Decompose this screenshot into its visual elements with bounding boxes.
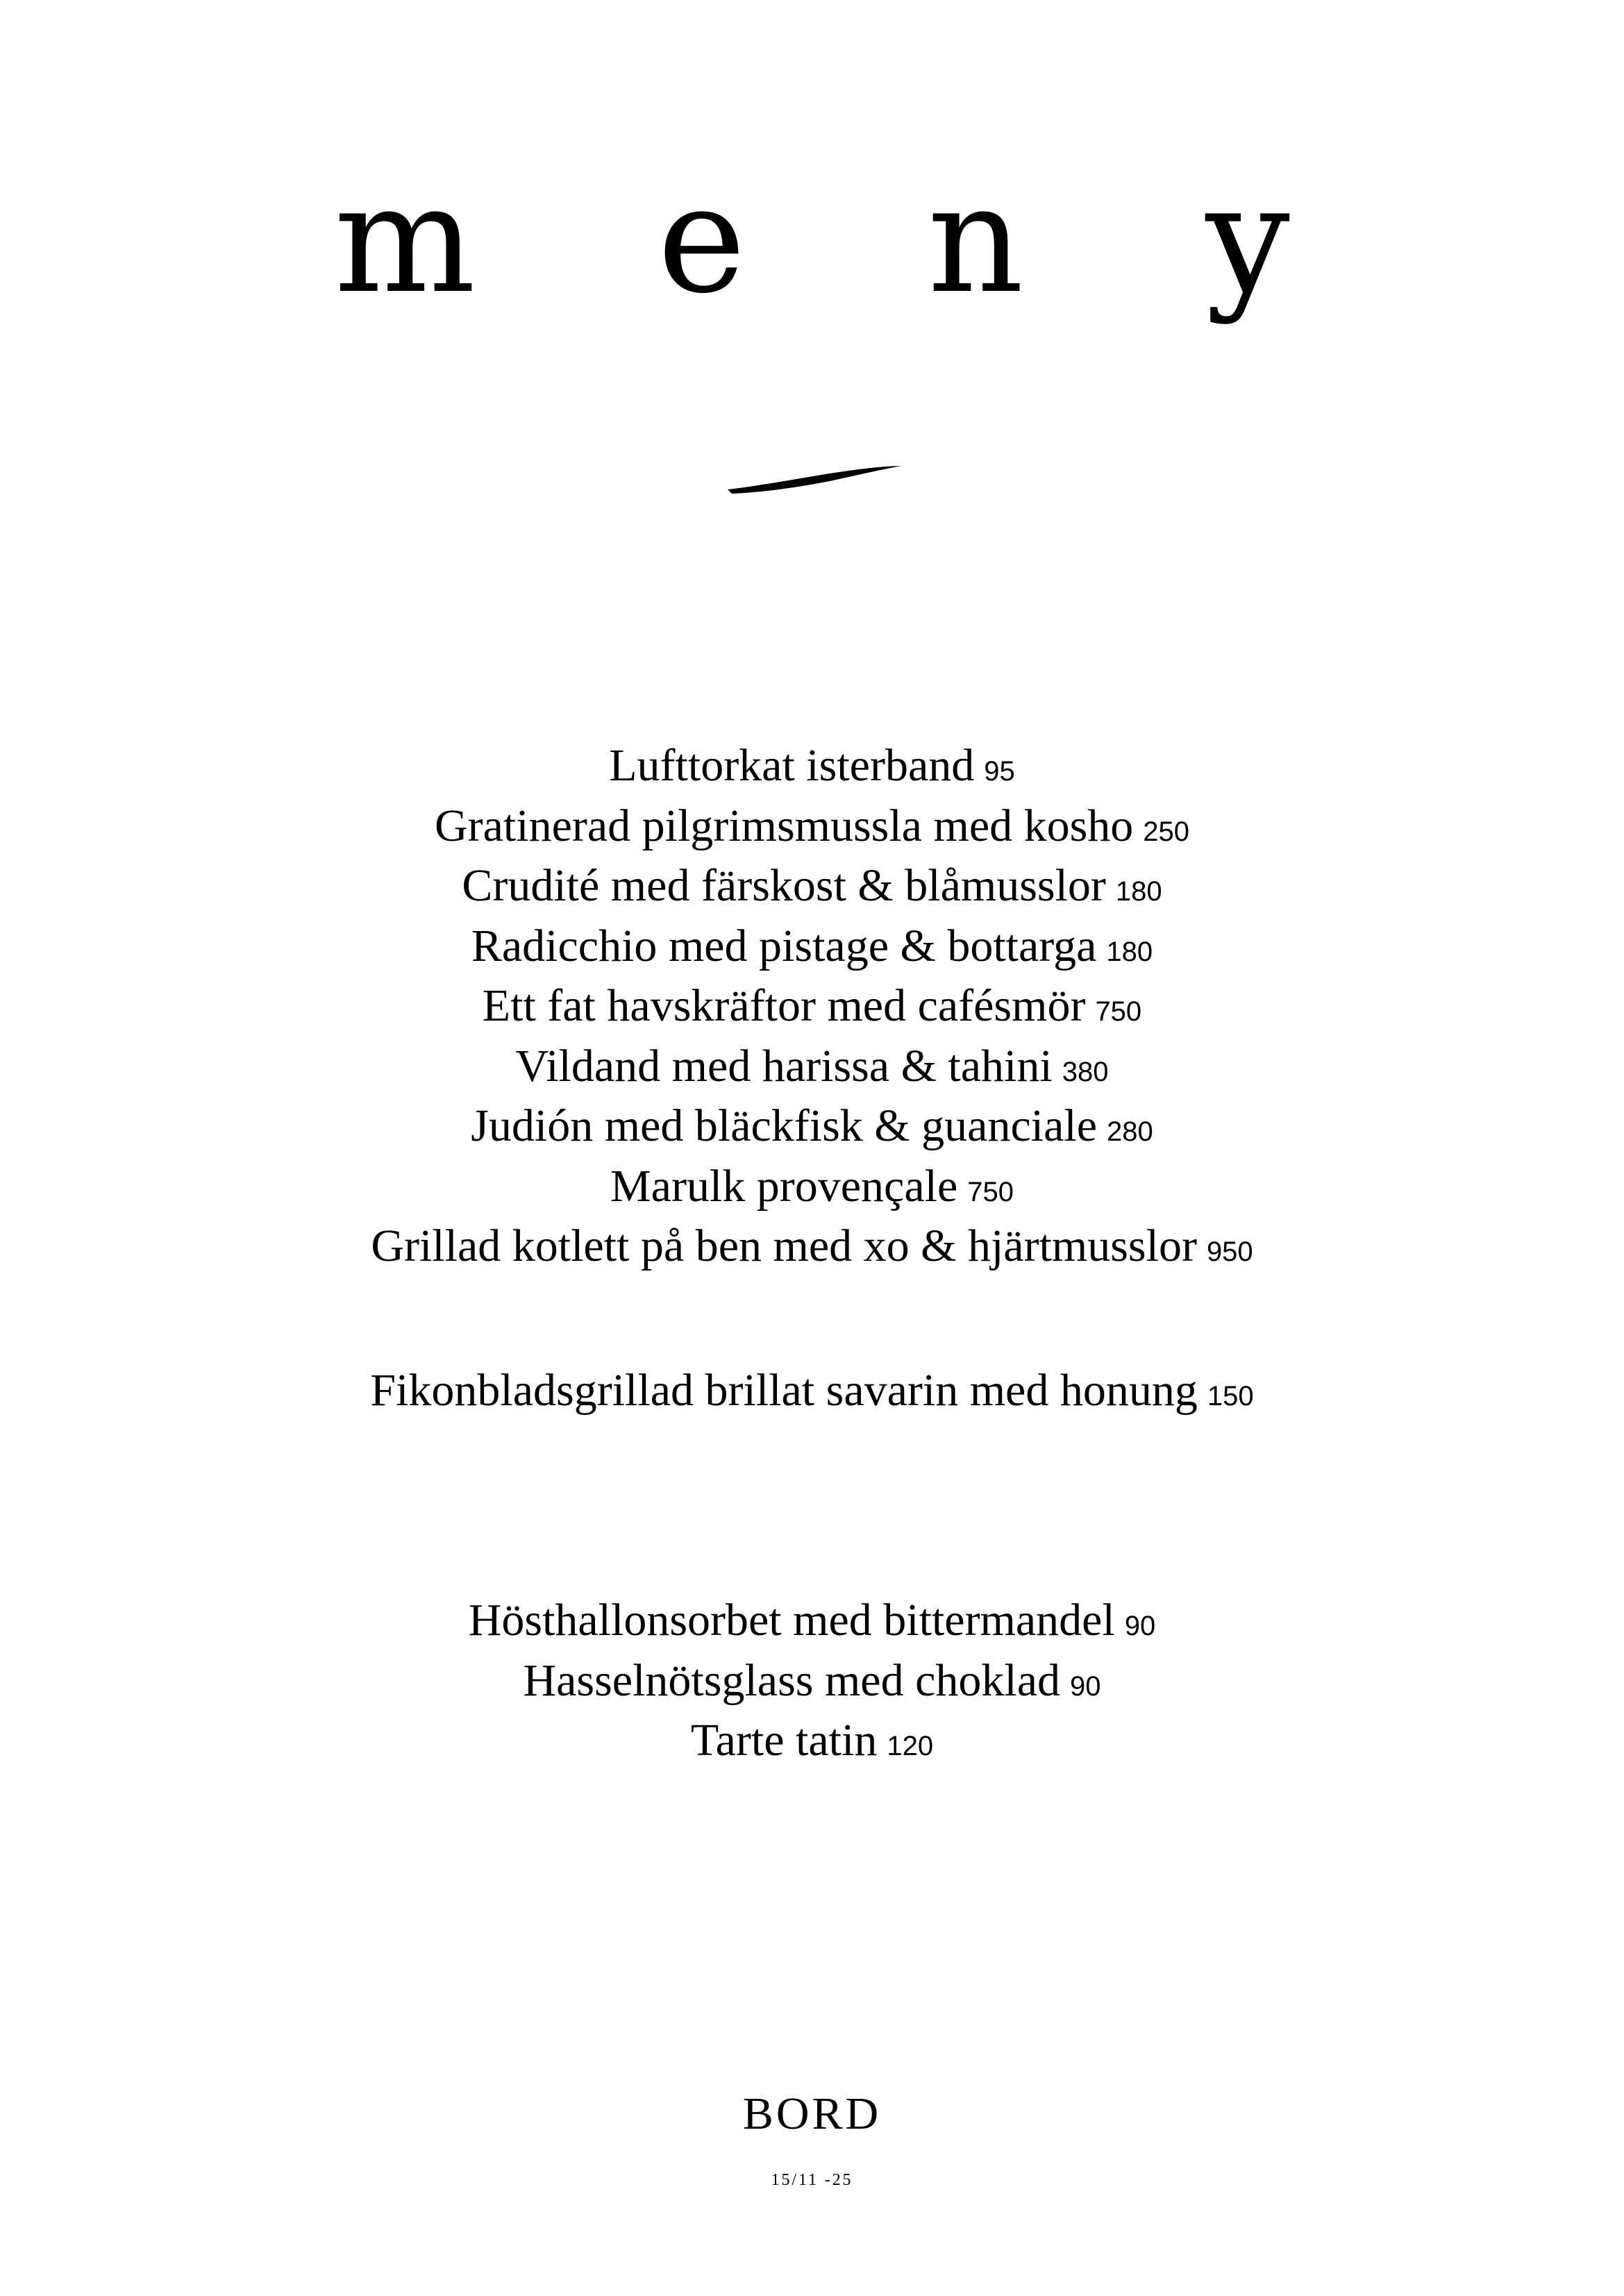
menu-item xyxy=(0,1219,1624,1280)
menu-item-name: Tarte tatin xyxy=(690,1715,878,1766)
menu-item-price: 95 xyxy=(984,756,1015,787)
menu-section-mains xyxy=(0,739,1624,1280)
menu-item-name: Vildand med harissa & tahini xyxy=(515,1040,1053,1091)
menu-item xyxy=(0,1039,1624,1100)
menu-item xyxy=(0,859,1624,919)
menu-item xyxy=(0,979,1624,1039)
menu-item-price: 280 xyxy=(1107,1116,1153,1147)
menu-item-name: Hösthallonsorbet med bittermandel xyxy=(468,1595,1115,1645)
menu-item-name: Hasselnötsglass med choklad xyxy=(523,1654,1061,1706)
menu-item-price: 120 xyxy=(887,1731,934,1761)
restaurant-name: BORD xyxy=(742,2088,882,2139)
menu-item-name: Judión med bläckfisk & guanciale xyxy=(471,1100,1097,1151)
menu-item xyxy=(0,799,1624,860)
menu-item xyxy=(0,1654,1624,1714)
menu-item-name: Gratinerad pilgrimsmussla med kosho xyxy=(434,800,1134,851)
menu-item-price: 180 xyxy=(1106,936,1153,967)
menu-item-name: Radicchio med pistage & bottarga xyxy=(471,920,1097,971)
menu-section-cheese xyxy=(0,1364,1624,1424)
menu-item xyxy=(0,1159,1624,1220)
menu-item-price: 250 xyxy=(1143,816,1190,847)
menu-item-name: Lufttorkat isterband xyxy=(609,740,975,791)
menu-item xyxy=(0,739,1624,799)
menu-item xyxy=(0,919,1624,980)
menu-item-name: Fikonbladsgrillad brillat savarin med honung xyxy=(370,1365,1198,1416)
menu-item-name: Ett fat havskräftor med cafésmör xyxy=(482,980,1086,1031)
menu-title: m e n y xyxy=(334,152,1357,326)
brush-stroke-divider xyxy=(722,462,903,496)
menu-item-price: 750 xyxy=(1095,996,1142,1027)
menu-item xyxy=(0,1099,1624,1159)
menu-item-name: Grillad kotlett på ben med xo & hjärtmusslor xyxy=(371,1221,1197,1271)
menu-item-price: 150 xyxy=(1207,1381,1254,1411)
menu-section-desserts xyxy=(0,1593,1624,1774)
menu-item-name: Crudité med färskost & blåmusslor xyxy=(462,860,1106,911)
menu-item-price: 90 xyxy=(1070,1670,1101,1702)
menu-item-price: 750 xyxy=(967,1176,1014,1207)
menu-item-price: 180 xyxy=(1115,876,1162,907)
menu-item xyxy=(0,1364,1624,1424)
menu-item-price: 380 xyxy=(1062,1056,1109,1087)
menu-item-price: 90 xyxy=(1124,1611,1156,1641)
menu-item-name: Marulk provençale xyxy=(610,1160,958,1212)
menu-date: 15/11 -25 xyxy=(771,2171,853,2189)
menu-item xyxy=(0,1593,1624,1654)
menu-item-price: 950 xyxy=(1206,1237,1253,1267)
menu-item xyxy=(0,1713,1624,1774)
